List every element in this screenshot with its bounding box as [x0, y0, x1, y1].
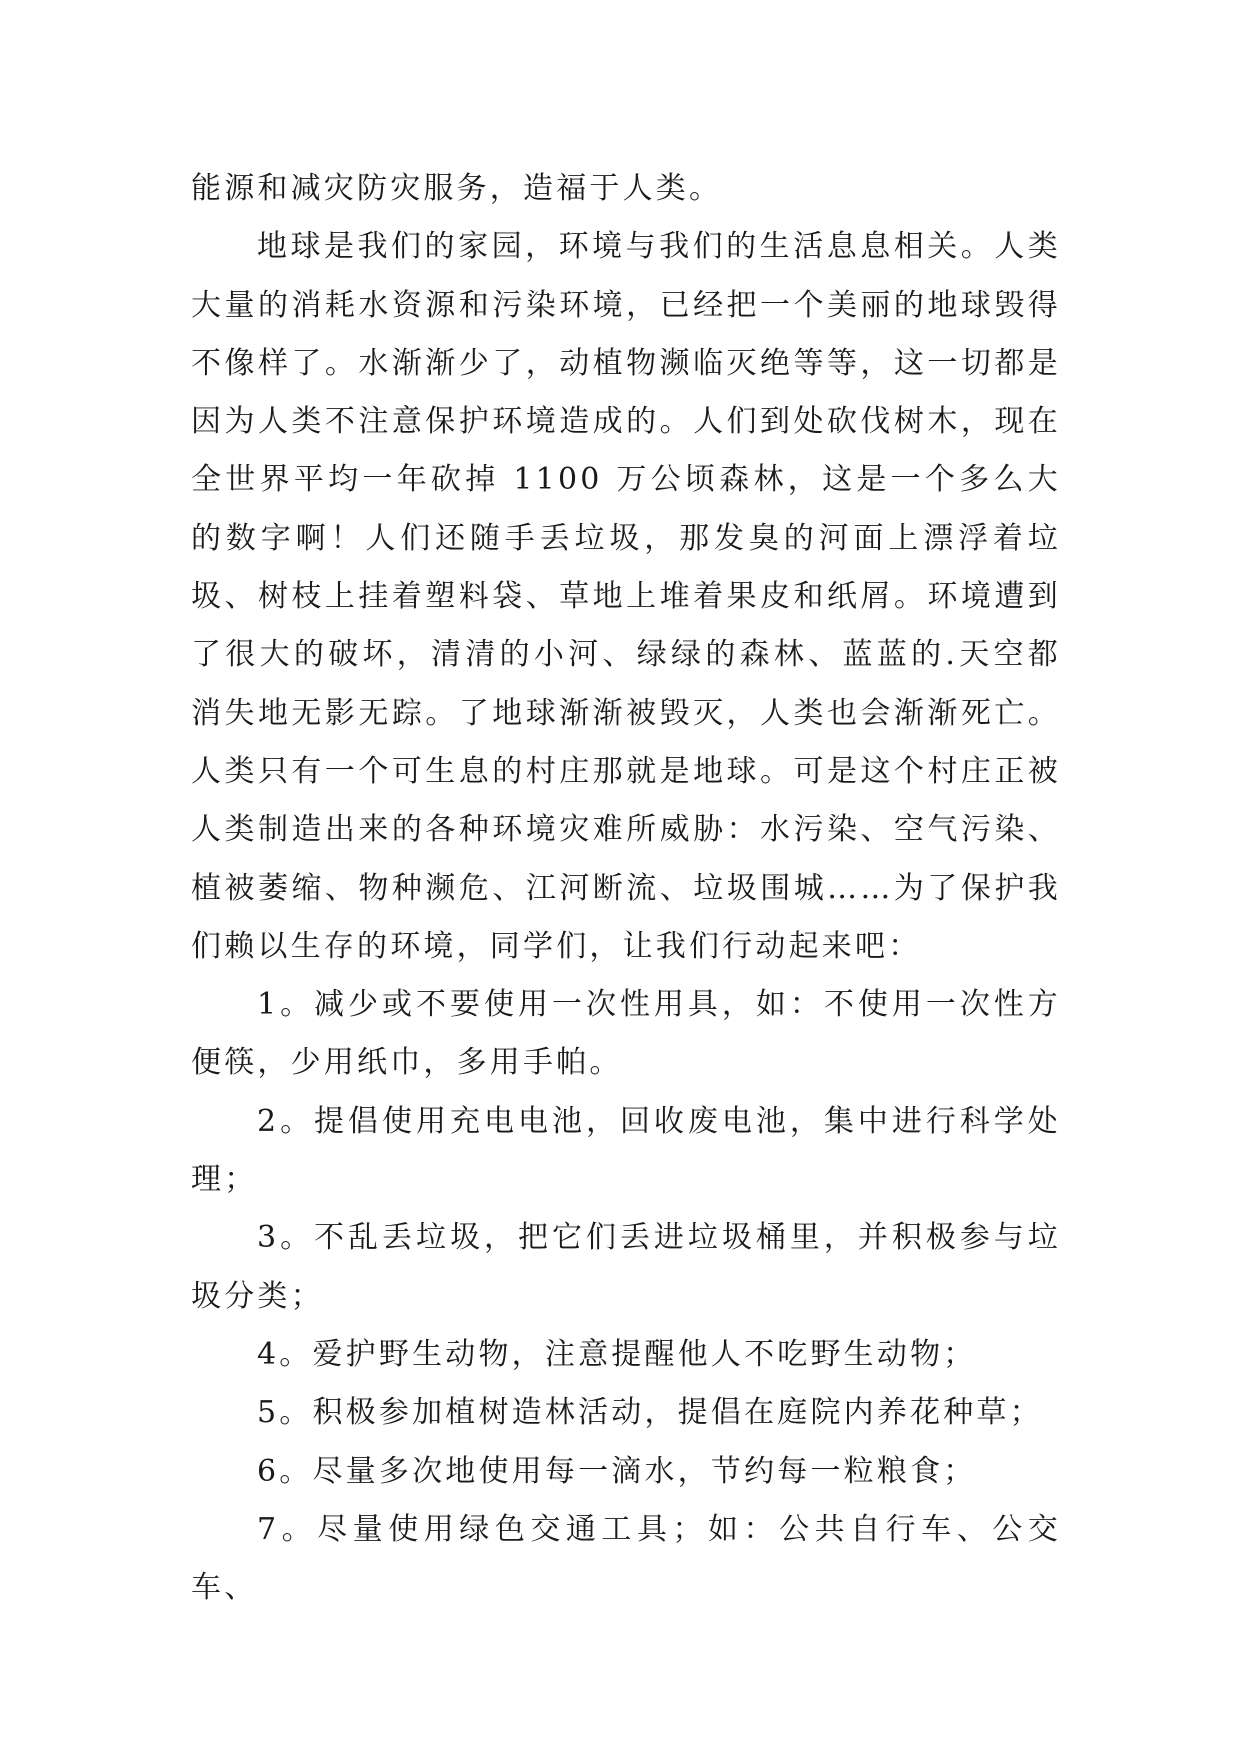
list-item-1: 1。减少或不要使用一次性用具，如：不使用一次性方便筷，少用纸巾，多用手帕。: [191, 987, 1061, 1081]
list-item-3: 3。不乱丢垃圾，把它们丢进垃圾桶里，并积极参与垃圾分类；: [191, 1220, 1061, 1314]
list-item-5: 5。积极参加植树造林活动，提倡在庭院内养花种草；: [257, 1395, 1043, 1431]
list-item-6: 6。尽量多次地使用每一滴水，节约每一粒粮食；: [257, 1453, 977, 1489]
list-item-2: 2。提倡使用充电电池，回收废电池，集中进行科学处理；: [191, 1103, 1061, 1198]
list-item-4: 4。爱护野生动物，注意提醒他人不吃野生动物；: [257, 1336, 977, 1372]
document-body: [191, 160, 1061, 1617]
paragraph-environment: 地球是我们的家园，环境与我们的生活息息相关。人类大量的消耗水资源和污染环境，已经把一个美丽的地球毁得不像样了。水渐渐少了，动植物濒临灭绝等等，这一切都是因为人类不注意保护环境造成的。人们到处砍伐树木，现在全世界平均一年砍掉 1100 万公顷森林，这是一个多么大的数字啊！人们还随手丢垃圾，那发臭的河面上漂浮着垃圾、树枝上挂着塑料袋、草地上堆着果皮和纸屑。环境遭到了很大的破坏，清清的小河、绿绿的森林、蓝蓝的.天空都消失地无影无踪。了地球渐渐被毁灭，人类也会渐渐死亡。人类只有一个可生息的村庄那就是地球。可是这个村庄正被人类制造出来的各种环境灾难所威胁：水污染、空气污染、植被萎缩、物种濒危、江河断流、垃圾围城……为了保护我们赖以生存的环境，同学们，让我们行动起来吧：: [191, 229, 1061, 964]
paragraph-continuation: 能源和减灾防灾服务，造福于人类。: [191, 171, 723, 206]
list-item-7: 7。尽量使用绿色交通工具；如：公共自行车、公交车、: [191, 1511, 1061, 1606]
